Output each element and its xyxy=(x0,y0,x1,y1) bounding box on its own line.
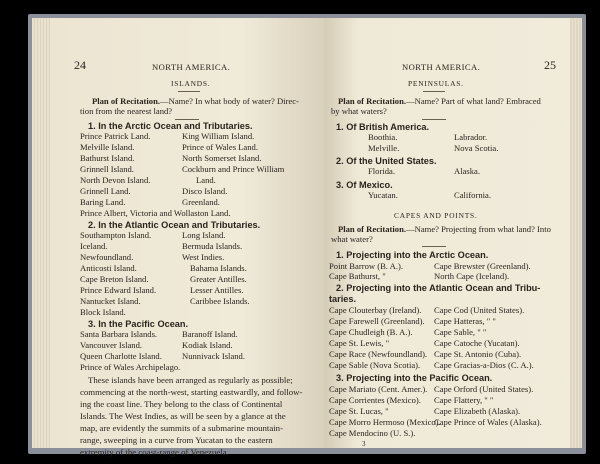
list-item: Cape St. Lucas, " xyxy=(329,406,389,416)
list-item: Anticosti Island. xyxy=(80,263,137,273)
list-item: Santa Barbara Islands. xyxy=(80,329,158,339)
plan-rule xyxy=(422,119,446,120)
plan-label: Plan of Recitation. xyxy=(338,96,407,106)
capes-pacific-heading: 3. Projecting into the Pacific Ocean. xyxy=(336,373,493,383)
list-item: Labrador. xyxy=(454,132,488,142)
book xyxy=(28,14,586,457)
atlantic-heading: 2. In the Atlantic Ocean and Tributaries. xyxy=(88,220,261,230)
paragraph-line: commencing at the north-west, starting eastwardly, and follow- xyxy=(80,387,303,397)
list-item: Grinnell Land. xyxy=(80,186,131,196)
list-item: Melville Island. xyxy=(80,142,135,152)
british-heading: 1. Of British America. xyxy=(336,122,430,132)
list-item: Cape Catoche (Yucatan). xyxy=(434,338,520,348)
list-item: Cape Sable, " " xyxy=(434,327,487,337)
list-item: Greenland. xyxy=(182,197,220,207)
list-item: North Devon Island. xyxy=(80,175,151,185)
paragraph-line: range, sweeping in a curve from Yucatan to the eastern xyxy=(80,435,273,445)
paragraph-line: extremity of the coast-range of Venezuela. xyxy=(80,447,229,457)
list-item: Cape Gracias-a-Dios (C. A.). xyxy=(434,360,534,370)
list-item: Cape Clouterbay (Ireland). xyxy=(329,305,422,315)
plan-line-1: —Name? Part of what land? Embraced xyxy=(406,96,541,106)
mexico-heading: 3. Of Mexico. xyxy=(336,180,393,190)
list-item: Cape Flattery, " " xyxy=(434,395,494,405)
page-number: 25 xyxy=(544,58,556,72)
list-item: Cockburn and Prince William xyxy=(182,164,285,174)
list-item: Lesser Antilles. xyxy=(190,285,244,295)
plan-of-recitation xyxy=(338,96,541,106)
list-item: Cape Brewster (Greenland). xyxy=(434,261,531,271)
list-item: Cape Mariato (Cent. Amer.). xyxy=(329,384,428,394)
list-item: North Somerset Island. xyxy=(182,153,262,163)
paragraph-line: map, are evidently the summits of a submarine mountain- xyxy=(80,423,284,433)
list-item: Cape Sable (Nova Scotia). xyxy=(329,360,421,370)
list-item: Cape Hatteras, " " xyxy=(434,316,496,326)
list-item: Cape Prince of Wales (Alaska). xyxy=(434,417,542,427)
plan-line-2: tion from the nearest land? xyxy=(80,106,173,116)
list-item: Prince Albert, Victoria and Wollaston Land. xyxy=(80,208,231,218)
list-item: Cape Bathurst, " xyxy=(329,271,386,281)
paragraph-line: ing the coast line. They belong to the class of Continental xyxy=(80,399,283,409)
capes-title: CAPES AND POINTS. xyxy=(394,211,478,220)
list-item: King William Island. xyxy=(182,131,255,141)
capes-plan-of-recitation xyxy=(338,224,551,234)
list-item: Alaska. xyxy=(454,166,481,176)
plan-rule xyxy=(175,119,199,120)
list-item: Bathurst Island. xyxy=(80,153,135,163)
list-item: Cape Farewell (Greenland). xyxy=(329,316,425,326)
list-item: Nantucket Island. xyxy=(80,296,141,306)
list-item: Cape Race (Newfoundland). xyxy=(329,349,428,359)
list-item: Grinnell Island. xyxy=(80,164,134,174)
list-item: Melville. xyxy=(368,143,400,153)
list-item: Florida. xyxy=(368,166,395,176)
list-item: California. xyxy=(454,190,491,200)
us-heading: 2. Of the United States. xyxy=(336,156,437,166)
list-item: Cape Mendocino (U. S.). xyxy=(329,428,416,438)
running-head: NORTH AMERICA. xyxy=(402,62,481,72)
plan-of-recitation xyxy=(92,96,299,106)
title-rule xyxy=(178,91,200,92)
page-number: 24 xyxy=(74,58,86,72)
plan-rule xyxy=(422,246,446,247)
paragraph-line: These islands have been arranged as regularly as possible; xyxy=(88,375,293,385)
section-title: PENINSULAS. xyxy=(408,79,464,88)
list-item: Baranoff Island. xyxy=(182,329,238,339)
list-item: Cape Orford (United States). xyxy=(434,384,534,394)
list-item: Cape St. Antonio (Cuba). xyxy=(434,349,522,359)
list-item: Prince of Wales Land. xyxy=(182,142,258,152)
list-item: Point Barrow (B. A.). xyxy=(329,261,403,271)
list-item: Cape Morro Hermoso (Mexico). xyxy=(329,417,441,427)
plan-line-1: —Name? In what body of water? Direc- xyxy=(160,96,299,106)
list-item: Newfoundland. xyxy=(80,252,134,262)
list-item: Bahama Islands. xyxy=(190,263,247,273)
right-page-edges xyxy=(568,18,582,448)
plan-line-2: what water? xyxy=(331,234,373,244)
list-item: Cape Cod (United States). xyxy=(434,305,525,315)
list-item: Queen Charlotte Island. xyxy=(80,351,162,361)
running-head: NORTH AMERICA. xyxy=(152,62,231,72)
list-item: Greater Antilles. xyxy=(190,274,247,284)
right-page xyxy=(324,18,570,448)
list-item: Kodiak Island. xyxy=(182,340,233,350)
list-item: Baring Land. xyxy=(80,197,126,207)
capes-arctic-heading: 1. Projecting into the Arctic Ocean. xyxy=(336,250,489,260)
list-item: Vancouver Island. xyxy=(80,340,143,350)
paragraph-line: Islands. The West Indies, as will be seen by a glance at the xyxy=(80,411,286,421)
list-item: Cape Breton Island. xyxy=(80,274,149,284)
pacific-heading: 3. In the Pacific Ocean. xyxy=(88,319,189,329)
list-item: Land. xyxy=(196,175,216,185)
list-item: Caribbee Islands. xyxy=(190,296,250,306)
list-item: Cape Corrientes (Mexico). xyxy=(329,395,421,405)
list-item: Cape Elizabeth (Alaska). xyxy=(434,406,521,416)
list-item: Prince Edward Island. xyxy=(80,285,157,295)
list-item: West Indies. xyxy=(182,252,225,262)
arctic-heading: 1. In the Arctic Ocean and Tributaries. xyxy=(88,121,253,131)
list-item: Nunnivack Island. xyxy=(182,351,246,361)
capes-atlantic-heading: 2. Projecting into the Atlantic Ocean and Tribu- xyxy=(336,283,541,293)
left-page-edges xyxy=(32,18,52,448)
list-item: Southampton Island. xyxy=(80,230,152,240)
list-item: Cape Chudleigh (B. A.). xyxy=(329,327,413,337)
list-item: Prince of Wales Archipelago. xyxy=(80,362,181,372)
list-item: Long Island. xyxy=(182,230,226,240)
list-item: Block Island. xyxy=(80,307,126,317)
list-item: Iceland. xyxy=(80,241,108,251)
plan-label: Plan of Recitation. xyxy=(338,224,407,234)
left-page xyxy=(50,18,324,457)
list-item: North Cape (Iceland). xyxy=(434,271,510,281)
list-item: Yucatan. xyxy=(368,190,398,200)
plan-line-2: by what waters? xyxy=(331,106,387,116)
list-item: Bermuda Islands. xyxy=(182,241,243,251)
title-rule xyxy=(423,91,445,92)
plan-label: Plan of Recitation. xyxy=(92,96,161,106)
list-item: Prince Patrick Land. xyxy=(80,131,151,141)
list-item: Boothia. xyxy=(368,132,398,142)
list-item: Nova Scotia. xyxy=(454,143,499,153)
section-title: ISLANDS. xyxy=(171,79,211,88)
capes-atlantic-heading-cont: taries. xyxy=(329,294,357,304)
list-item: Disco Island. xyxy=(182,186,228,196)
list-item: Cape St. Lewis, " xyxy=(329,338,390,348)
plan-line-1: —Name? Projecting from what land? Into xyxy=(406,224,551,234)
signature-mark: 3 xyxy=(362,440,366,448)
